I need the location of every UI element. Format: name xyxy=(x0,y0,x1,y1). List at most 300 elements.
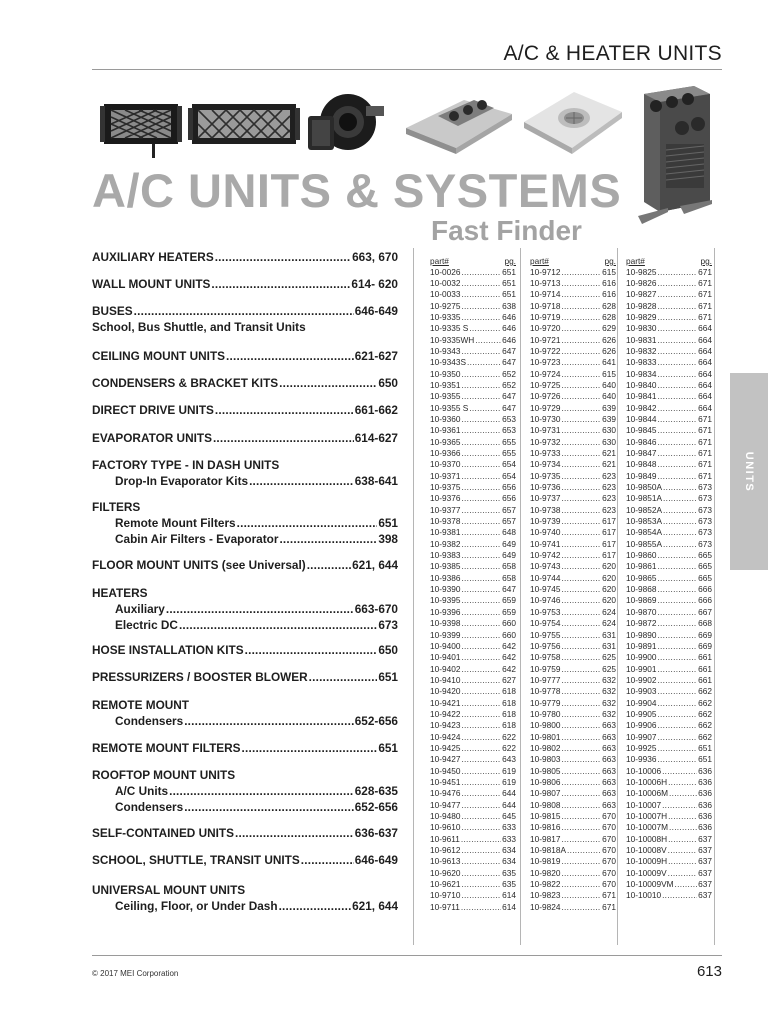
leader-dots xyxy=(561,652,601,663)
page-ref: 662 xyxy=(698,697,712,708)
table-row xyxy=(626,493,712,504)
index-sub-label: A/C Units xyxy=(115,784,169,798)
page-ref: 671 xyxy=(698,436,712,447)
part-number: 10-9422 xyxy=(430,708,461,719)
part-number: 10-10009VM xyxy=(626,879,674,890)
page-ref: 622 xyxy=(502,731,516,742)
page-ref: 632 xyxy=(602,697,616,708)
page-ref: 614 xyxy=(502,901,516,912)
part-number: 10-9713 xyxy=(530,277,561,288)
page-ref: 651 xyxy=(502,266,516,277)
leader-dots xyxy=(211,276,350,292)
page-title: A/C UNITS & SYSTEMS xyxy=(92,164,622,217)
page-ref: 642 xyxy=(502,663,516,674)
table-row xyxy=(430,777,516,788)
index-pages: 646-649 xyxy=(354,853,398,867)
part-number: 10-9729 xyxy=(530,402,561,413)
leader-dots xyxy=(561,414,601,425)
page-ref: 662 xyxy=(698,720,712,731)
page-ref: 621 xyxy=(602,459,616,470)
part-number: 10-9719 xyxy=(530,311,561,322)
table-row xyxy=(626,845,712,856)
table-row xyxy=(430,698,516,709)
part-number: 10-9399 xyxy=(430,629,461,640)
part-number: 10-9902 xyxy=(626,674,657,685)
table-row xyxy=(530,686,616,697)
leader-dots xyxy=(461,380,501,391)
page-ref: 664 xyxy=(698,391,712,402)
part-number: 10-9381 xyxy=(430,527,461,538)
index-pages: 614-627 xyxy=(354,431,398,445)
index-label: FACTORY TYPE - IN DASH UNITS xyxy=(92,458,280,472)
leader-dots xyxy=(561,720,601,731)
index-pages: 638-641 xyxy=(354,474,398,488)
part-number: 10-9746 xyxy=(530,595,561,606)
index-pages: 651 xyxy=(378,670,398,684)
leader-dots xyxy=(561,743,601,754)
part-number: 10-9360 xyxy=(430,413,461,424)
leader-dots xyxy=(235,825,354,841)
part-number: 10-9402 xyxy=(430,663,461,674)
table-row xyxy=(626,323,712,334)
table-row xyxy=(530,675,616,686)
leader-dots xyxy=(461,777,501,788)
index-label: FILTERS xyxy=(92,500,141,514)
part-number: 10-9842 xyxy=(626,402,657,413)
table-row xyxy=(430,335,516,346)
page-ref: 665 xyxy=(698,572,712,583)
page-ref: 623 xyxy=(602,504,616,515)
table-row xyxy=(530,312,616,323)
table-row xyxy=(430,720,516,731)
table-row xyxy=(430,391,516,402)
page-ref: 651 xyxy=(698,754,712,765)
part-number: 10-9744 xyxy=(530,572,561,583)
page-ref: 637 xyxy=(698,879,712,890)
page-ref: 670 xyxy=(602,845,616,856)
index-label: HEATERS xyxy=(92,586,148,600)
page-ref: 654 xyxy=(502,470,516,481)
page-ref: 670 xyxy=(602,811,616,821)
leader-dots xyxy=(657,675,697,686)
table-row xyxy=(530,777,616,788)
leader-dots xyxy=(461,493,501,504)
table-row xyxy=(530,652,616,663)
page-ref: 671 xyxy=(602,890,616,901)
part-number: 10-9371 xyxy=(430,470,461,481)
table-row xyxy=(430,822,516,833)
page-ref: 661 xyxy=(698,674,712,685)
table-row xyxy=(530,539,616,550)
part-number: 10-9343S xyxy=(430,357,466,368)
leader-dots xyxy=(657,550,697,561)
leader-dots xyxy=(561,459,601,470)
page-ref: 614 xyxy=(502,890,516,901)
page-ref: 615 xyxy=(602,266,616,277)
leader-dots xyxy=(561,278,601,289)
page-ref: 646 xyxy=(502,311,516,322)
table-row xyxy=(430,323,516,334)
page-ref: 671 xyxy=(698,413,712,424)
index-sub-label: Condensers xyxy=(115,714,184,728)
leader-dots xyxy=(561,403,601,414)
auxiliary-heater-image-1 xyxy=(100,98,182,160)
leader-dots xyxy=(184,799,354,815)
table-row xyxy=(626,380,712,391)
table-row xyxy=(530,800,616,811)
leader-dots xyxy=(461,618,501,629)
table-row xyxy=(530,425,616,436)
leader-dots xyxy=(461,516,501,527)
table-row xyxy=(530,516,616,527)
index-entry xyxy=(92,375,398,391)
part-number: 10-10006M xyxy=(626,788,668,799)
part-number: 10-9401 xyxy=(430,652,461,663)
page-ref: 664 xyxy=(698,334,712,345)
table-row xyxy=(530,550,616,561)
page-ref: 658 xyxy=(502,561,516,572)
table-row xyxy=(626,743,712,754)
page-ref: 671 xyxy=(698,459,712,470)
table-row xyxy=(626,539,712,550)
table-row xyxy=(430,505,516,516)
page-ref: 670 xyxy=(602,833,616,844)
part-number: 10-9427 xyxy=(430,754,461,765)
table-row xyxy=(626,630,712,641)
leader-dots xyxy=(561,754,601,765)
page-ref: 647 xyxy=(502,357,516,368)
table-row xyxy=(530,822,616,833)
page-ref: 619 xyxy=(502,765,516,776)
index-label: WALL MOUNT UNITS xyxy=(92,277,211,291)
leader-dots xyxy=(657,267,697,278)
part-number: 10-9611 xyxy=(430,833,460,844)
part-number: 10-9825 xyxy=(626,266,657,277)
table-row xyxy=(626,800,712,811)
leader-dots xyxy=(657,369,697,380)
table-row xyxy=(530,437,616,448)
leader-dots xyxy=(461,834,501,845)
leader-dots xyxy=(561,856,601,867)
table-row xyxy=(430,856,516,867)
leader-dots xyxy=(561,811,601,822)
page-ref: 663 xyxy=(602,765,616,776)
part-number: 10-9832 xyxy=(626,345,657,356)
part-header: part# xyxy=(430,256,449,266)
leader-dots xyxy=(461,448,501,459)
leader-dots xyxy=(668,811,697,822)
table-row xyxy=(530,584,616,595)
index-label: REMOTE MOUNT xyxy=(92,698,189,712)
part-number: 10-9800 xyxy=(530,720,561,731)
leader-dots xyxy=(561,595,601,606)
leader-dots xyxy=(184,713,354,729)
part-number: 10-9851A xyxy=(626,493,662,504)
leader-dots xyxy=(657,720,697,731)
table-row xyxy=(430,380,516,391)
column-header xyxy=(430,256,516,266)
table-row xyxy=(530,698,616,709)
page-ref: 632 xyxy=(602,674,616,685)
table-column-divider xyxy=(520,248,521,945)
leader-dots xyxy=(561,664,601,675)
part-number: 10-9712 xyxy=(530,266,561,277)
leader-dots xyxy=(461,346,501,357)
leader-dots xyxy=(461,709,501,720)
part-number: 10-9817 xyxy=(530,833,561,844)
page-ref: 657 xyxy=(502,516,516,527)
page-ref: 645 xyxy=(502,811,516,821)
page-header: pg. xyxy=(700,256,712,266)
table-row xyxy=(430,630,516,641)
part-number: 10-9907 xyxy=(626,731,657,742)
table-row xyxy=(530,573,616,584)
leader-dots xyxy=(561,879,601,890)
page-ref: 671 xyxy=(698,289,712,300)
part-number: 10-9869 xyxy=(626,595,657,606)
part-number: 10-9714 xyxy=(530,289,561,300)
part-number: 10-9849 xyxy=(626,470,657,481)
leader-dots xyxy=(461,811,501,822)
index-pages: 651 xyxy=(378,741,398,755)
leader-dots xyxy=(657,743,697,754)
table-row xyxy=(430,357,516,368)
page-ref: 636 xyxy=(698,776,712,787)
part-number: 10-9395 xyxy=(430,595,461,606)
page-ref: 621 xyxy=(602,448,616,458)
part-number: 10-9803 xyxy=(530,754,561,765)
leader-dots xyxy=(657,471,697,482)
page-ref: 622 xyxy=(502,742,516,753)
table-row xyxy=(626,890,712,901)
table-row xyxy=(626,346,712,357)
leader-dots xyxy=(567,845,601,856)
leader-dots xyxy=(561,391,601,402)
part-number: 10-9740 xyxy=(530,527,561,538)
table-row xyxy=(626,550,712,561)
table-row xyxy=(626,527,712,538)
table-row xyxy=(626,425,712,436)
page-ref: 646 xyxy=(502,323,516,334)
table-row xyxy=(430,482,516,493)
leader-dots xyxy=(561,584,601,595)
part-number: 10-9758 xyxy=(530,652,561,663)
leader-dots xyxy=(657,391,697,402)
page-ref: 655 xyxy=(502,436,516,447)
part-column xyxy=(626,256,712,902)
table-row xyxy=(530,720,616,731)
part-number: 10-9743 xyxy=(530,561,561,572)
part-number: 10-0033 xyxy=(430,289,461,300)
table-row xyxy=(530,448,616,459)
part-number: 10-9423 xyxy=(430,720,461,731)
page-ref: 627 xyxy=(502,674,516,685)
page-ref: 664 xyxy=(698,402,712,413)
leader-dots xyxy=(561,800,601,811)
leader-dots xyxy=(657,618,697,629)
leader-dots xyxy=(561,618,601,629)
leader-dots xyxy=(169,783,354,799)
table-row xyxy=(626,641,712,652)
page-ref: 662 xyxy=(698,686,712,697)
leader-dots xyxy=(657,698,697,709)
leader-dots xyxy=(668,868,698,879)
leader-dots xyxy=(301,852,354,868)
index-sub-label: Condensers xyxy=(115,800,184,814)
table-row xyxy=(530,346,616,357)
index-label: CEILING MOUNT UNITS xyxy=(92,349,226,363)
part-number: 10-9610 xyxy=(430,822,461,833)
leader-dots xyxy=(461,595,501,606)
page-ref: 659 xyxy=(502,606,516,617)
page-ref: 671 xyxy=(602,901,616,912)
leader-dots xyxy=(461,289,501,300)
table-row xyxy=(530,391,616,402)
part-number: 10-9830 xyxy=(626,323,657,334)
table-row xyxy=(530,902,616,913)
page-ref: 633 xyxy=(502,822,516,833)
part-number: 10-9844 xyxy=(626,413,657,424)
leader-dots xyxy=(561,539,601,550)
leader-dots xyxy=(657,414,697,425)
leader-dots xyxy=(461,630,501,641)
table-row xyxy=(626,709,712,720)
leader-dots xyxy=(657,573,697,584)
part-number: 10-9780 xyxy=(530,708,561,719)
part-number: 10-9398 xyxy=(430,618,461,629)
table-row xyxy=(626,788,712,799)
table-row xyxy=(430,732,516,743)
leader-dots xyxy=(662,800,697,811)
table-row xyxy=(626,278,712,289)
part-number: 10-9450 xyxy=(430,765,461,776)
rooftop-unit-image xyxy=(520,86,624,156)
part-number: 10-9711 xyxy=(430,901,460,912)
page-ref: 644 xyxy=(502,799,516,810)
table-row xyxy=(626,879,712,890)
leader-dots xyxy=(561,698,601,709)
table-row xyxy=(626,471,712,482)
part-number: 10-9383 xyxy=(430,550,461,561)
table-row xyxy=(626,675,712,686)
page-ref: 648 xyxy=(502,527,516,538)
table-row xyxy=(626,312,712,323)
table-row xyxy=(430,312,516,323)
table-row xyxy=(530,766,616,777)
part-number: 10-9845 xyxy=(626,425,657,436)
part-number: 10-9612 xyxy=(430,845,461,856)
part-number: 10-9834 xyxy=(626,368,657,379)
part-number: 10-9480 xyxy=(430,811,461,821)
table-row xyxy=(626,720,712,731)
leader-dots xyxy=(134,303,354,319)
page-ref: 637 xyxy=(698,890,712,901)
page-ref: 626 xyxy=(602,334,616,345)
leader-dots xyxy=(461,743,501,754)
table-row xyxy=(430,267,516,278)
leader-dots xyxy=(657,403,697,414)
leader-dots xyxy=(657,652,697,663)
table-row xyxy=(626,516,712,527)
page-ref: 670 xyxy=(602,856,616,867)
table-row xyxy=(430,550,516,561)
part-number: 10-9815 xyxy=(530,811,561,821)
page-ref: 651 xyxy=(502,277,516,288)
page-ref: 647 xyxy=(502,402,516,413)
index-sub-label: Cabin Air Filters - Evaporator xyxy=(115,532,279,546)
leader-dots xyxy=(657,630,697,641)
page-ref: 671 xyxy=(698,277,712,288)
leader-dots xyxy=(461,800,501,811)
leader-dots xyxy=(657,346,697,357)
index-label: FLOOR MOUNT UNITS (see Universal) xyxy=(92,558,306,572)
leader-dots xyxy=(657,425,697,436)
page-ref: 663 xyxy=(602,788,616,799)
table-row xyxy=(530,289,616,300)
part-number: 10-0026 xyxy=(430,266,461,277)
part-number: 10-9424 xyxy=(430,731,461,742)
leader-dots xyxy=(669,788,697,799)
page-ref: 640 xyxy=(602,391,616,402)
part-number: 10-9366 xyxy=(430,448,461,458)
part-number: 10-9759 xyxy=(530,663,561,674)
leader-dots xyxy=(668,834,697,845)
leader-dots xyxy=(467,357,501,368)
table-row xyxy=(530,641,616,652)
page-ref: 639 xyxy=(602,413,616,424)
part-number: 10-9826 xyxy=(626,277,657,288)
section-tab[interactable] xyxy=(730,373,768,570)
table-row xyxy=(626,573,712,584)
table-row xyxy=(430,868,516,879)
table-row xyxy=(430,493,516,504)
page-ref: 671 xyxy=(698,470,712,481)
leader-dots xyxy=(561,902,601,913)
page-ref: 615 xyxy=(602,368,616,379)
page-ref: 635 xyxy=(502,879,516,890)
leader-dots xyxy=(461,459,501,470)
part-number: 10-9777 xyxy=(530,674,561,685)
table-row xyxy=(626,584,712,595)
leader-dots xyxy=(461,267,501,278)
part-number: 10-9829 xyxy=(626,311,657,322)
table-row xyxy=(530,471,616,482)
table-row xyxy=(626,391,712,402)
table-row xyxy=(530,380,616,391)
page-ref: 657 xyxy=(502,504,516,515)
leader-dots xyxy=(561,630,601,641)
leader-dots xyxy=(657,754,697,765)
page-ref: 671 xyxy=(698,300,712,311)
index-label: ROOFTOP MOUNT UNITS xyxy=(92,768,236,782)
table-row xyxy=(530,278,616,289)
part-number: 10-9365 xyxy=(430,436,461,447)
leader-dots xyxy=(657,437,697,448)
part-number: 10-9802 xyxy=(530,742,561,753)
leader-dots xyxy=(461,539,501,550)
page-ref: 624 xyxy=(602,606,616,617)
leader-dots xyxy=(663,539,697,550)
index-sub-label: Electric DC xyxy=(115,618,178,632)
leader-dots xyxy=(561,346,601,357)
part-number: 10-9720 xyxy=(530,323,561,334)
leader-dots xyxy=(226,348,354,364)
index-label: AUXILIARY HEATERS xyxy=(92,250,214,264)
part-number: 10-9370 xyxy=(430,459,461,470)
page-ref: 642 xyxy=(502,640,516,651)
page-ref: 632 xyxy=(602,708,616,719)
page-ref: 631 xyxy=(602,640,616,651)
